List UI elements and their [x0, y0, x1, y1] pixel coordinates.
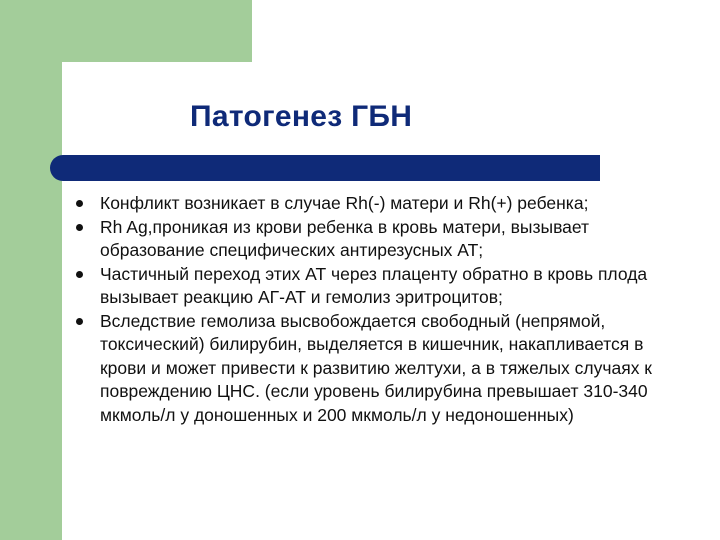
- bullet-item: [76, 310, 676, 428]
- title-underline-bar: [50, 155, 600, 181]
- bullet-item: [76, 216, 676, 263]
- bullet-dot-icon: [76, 200, 83, 207]
- bullet-text: Частичный переход этих АТ через плаценту обратно в кровь плода вызывает реакцию АГ-АТ и гемолиз эритроцитов;: [100, 263, 648, 307]
- bullet-text: Вследствие гемолиза высвобождается свободный (непрямой, токсический) билирубин, выделяется в кишечник, накапливается в крови и может привести к развитию желтухи, а в тяжелых случаях к повреждению ЦНС. (если уровень билирубина превышает 310-340 мкмоль/л у доношенных и 200 мкмоль/л у недоношенных): [100, 310, 652, 425]
- decorative-green-left-strip: [0, 0, 62, 540]
- bullet-dot-icon: [76, 318, 83, 325]
- bullet-list: [76, 192, 676, 427]
- bullet-item: [76, 192, 676, 216]
- bullet-dot-icon: [76, 224, 83, 231]
- bullet-text: Rh Ag,проникая из крови ребенка в кровь матери, вызывает образование специфических антирезусных АТ;: [100, 216, 590, 260]
- bullet-dot-icon: [76, 271, 83, 278]
- bullet-item: [76, 263, 676, 310]
- slide-title: Патогенез ГБН: [190, 100, 413, 133]
- bullet-text: Конфликт возникает в случае Rh(-) матери и Rh(+) ребенка;: [100, 193, 589, 213]
